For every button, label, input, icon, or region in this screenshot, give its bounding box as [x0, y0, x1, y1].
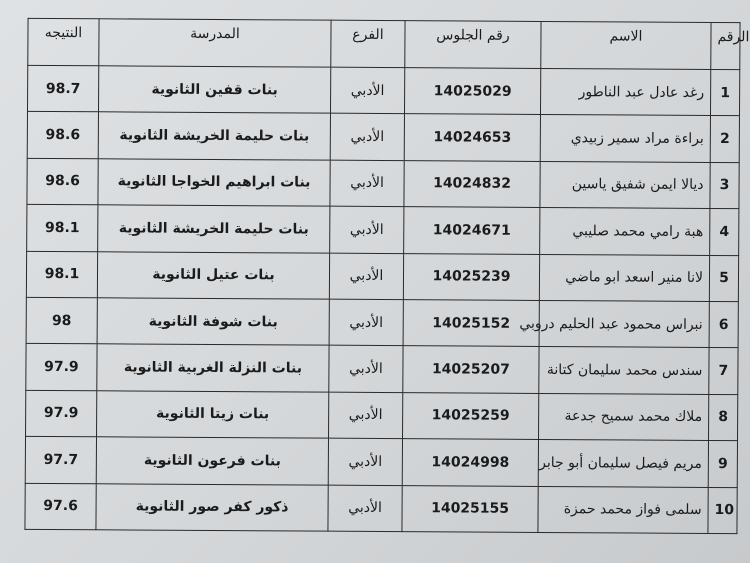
table-row: [26, 344, 738, 395]
school-cell: بنات حليمة الخريشة الثانوية: [98, 205, 330, 253]
name-cell: سلمى فواز محمد حمزة: [538, 486, 708, 534]
result-cell: 98.1: [27, 205, 98, 252]
table-row: [27, 65, 739, 116]
number-cell: 10: [708, 487, 737, 534]
branch-cell: الأدبي: [329, 392, 403, 439]
name-cell: نبراس محمود عبد الحليم دروبي: [539, 300, 709, 347]
result-cell: 98.7: [27, 65, 98, 112]
table-row: [26, 297, 738, 348]
seat-number-cell: 14025152: [403, 300, 539, 347]
branch-cell: الأدبي: [330, 160, 404, 207]
results-sheet: [24, 18, 750, 534]
header-branch: الفرع: [331, 20, 405, 67]
name-cell: ديالا ايمن شفيق ياسين: [540, 161, 710, 208]
number-cell: 6: [709, 301, 738, 348]
name-cell: مريم فيصل سليمان أبو جابر: [538, 440, 708, 487]
header-seat-number: رقم الجلوس: [405, 21, 541, 69]
result-cell: 98.6: [27, 158, 98, 205]
result-cell: 98.1: [26, 251, 97, 298]
seat-number-cell: 14024671: [404, 207, 540, 254]
table-row: [26, 390, 738, 441]
branch-cell: الأدبي: [330, 114, 404, 161]
result-cell: 98: [26, 297, 97, 344]
number-cell: 2: [710, 116, 739, 163]
number-cell: 1: [710, 70, 739, 117]
header-row: [28, 18, 740, 69]
school-cell: بنات شوفة الثانوية: [97, 298, 329, 346]
seat-number-cell: 14024998: [402, 439, 538, 486]
results-table: [24, 18, 750, 534]
header-name: الاسم: [541, 21, 711, 69]
number-cell: 8: [709, 394, 738, 441]
result-cell: 97.9: [26, 390, 97, 437]
result-cell: 97.9: [26, 344, 97, 391]
seat-number-cell: 14024653: [404, 114, 540, 161]
name-cell: هبة رامي محمد صليبي: [540, 208, 710, 255]
result-cell: 98.6: [27, 112, 98, 159]
seat-number-cell: 14025207: [403, 346, 539, 393]
table-row: [26, 251, 738, 302]
name-cell: رغد عادل عبد الناطور: [540, 68, 710, 115]
branch-cell: الأدبي: [330, 206, 404, 253]
school-cell: بنات النزلة الغربية الثانوية: [97, 344, 329, 392]
school-cell: ذكور كفر صور الثانوية: [96, 483, 328, 531]
school-cell: بنات زيتا الثانوية: [97, 390, 329, 438]
school-cell: بنات فرعون الثانوية: [96, 437, 328, 485]
header-number: الرقم: [711, 23, 740, 70]
table-row: [25, 483, 737, 534]
school-cell: بنات قفين الثانوية: [98, 66, 330, 114]
seat-number-cell: 14024832: [404, 160, 540, 207]
header-school: المدرسة: [99, 19, 331, 67]
seat-number-cell: 14025155: [402, 485, 538, 532]
name-cell: سندس محمد سليمان كتانة: [539, 347, 709, 394]
table-row: [27, 158, 739, 209]
result-cell: 97.7: [25, 436, 96, 483]
seat-number-cell: 14025239: [403, 253, 539, 300]
branch-cell: الأدبي: [328, 438, 402, 485]
name-cell: لانا منير اسعد ابو ماضي: [539, 254, 709, 301]
seat-number-cell: 14025029: [404, 68, 540, 115]
name-cell: ملاك محمد سميح جدعة: [539, 393, 709, 440]
school-cell: بنات عتيل الثانوية: [97, 251, 329, 299]
number-cell: 9: [708, 441, 737, 488]
school-cell: بنات ابراهيم الخواجا الثانوية: [98, 159, 330, 207]
table-row: [27, 112, 739, 163]
branch-cell: الأدبي: [329, 253, 403, 300]
header-result: النتيجه: [28, 18, 99, 65]
branch-cell: الأدبي: [329, 346, 403, 393]
result-cell: 97.6: [25, 483, 96, 530]
number-cell: 3: [710, 162, 739, 209]
number-cell: 5: [709, 255, 738, 302]
table-row: [25, 436, 737, 487]
name-cell: براءة مراد سمير زبيدي: [540, 115, 710, 162]
number-cell: 4: [710, 209, 739, 256]
branch-cell: الأدبي: [330, 67, 404, 114]
branch-cell: الأدبي: [329, 299, 403, 346]
seat-number-cell: 14025259: [403, 392, 539, 439]
number-cell: 7: [709, 348, 738, 395]
table-row: [27, 205, 739, 256]
school-cell: بنات حليمة الخريشة الثانوية: [98, 112, 330, 160]
branch-cell: الأدبي: [328, 485, 402, 532]
